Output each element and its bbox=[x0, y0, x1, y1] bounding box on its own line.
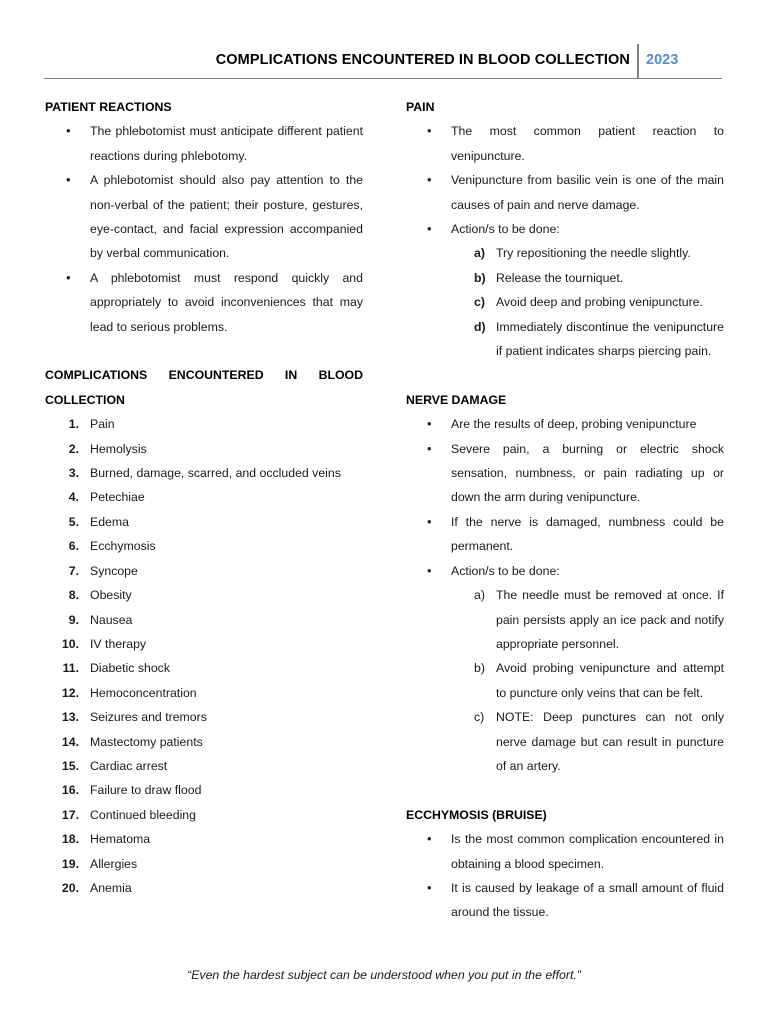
list-item: • It is caused by leakage of a small amount of fluid around the tissue. bbox=[406, 876, 724, 925]
section-title-patient-reactions: PATIENT REACTIONS bbox=[45, 100, 172, 114]
bullet-icon: • bbox=[66, 172, 71, 188]
item-text: Ecchymosis bbox=[90, 539, 156, 554]
complication-item bbox=[45, 559, 363, 583]
complication-item bbox=[45, 412, 363, 436]
item-number: 13. bbox=[61, 710, 79, 725]
ecchymosis-list bbox=[406, 827, 724, 925]
bullet-icon: • bbox=[427, 440, 432, 456]
item-number: 18. bbox=[61, 832, 79, 847]
sub-list-item: b) Avoid probing venipuncture and attempt to puncture only veins that can be felt. bbox=[474, 661, 724, 700]
complication-item bbox=[45, 803, 363, 827]
item-text: Seizures and tremors bbox=[90, 710, 207, 725]
list-item: • Action/s to be done: bbox=[406, 559, 724, 583]
list-item: • A phlebotomist should also pay attention to the non-verbal of the patient; their posture, gestures, eye-contact, and facial expression accompanied by verbal communication. bbox=[45, 168, 363, 266]
bullet-icon: • bbox=[427, 513, 432, 529]
complication-item bbox=[45, 778, 363, 802]
list-item: • The most common patient reaction to venipuncture. bbox=[406, 119, 724, 168]
item-text: Cardiac arrest bbox=[90, 758, 168, 773]
complication-item bbox=[45, 534, 363, 558]
list-item: • A phlebotomist must respond quickly and appropriately to avoid inconveniences that may lead to serious problems. bbox=[45, 266, 363, 339]
sub-list-item: a) The needle must be removed at once. If pain persists apply an ice pack and notify appropriate personnel. bbox=[474, 588, 724, 651]
bullet-icon: • bbox=[427, 172, 432, 188]
list-item: • Venipuncture from basilic vein is one of the main causes of pain and nerve damage. bbox=[406, 168, 724, 217]
item-number: 9. bbox=[68, 612, 79, 627]
header-divider bbox=[637, 44, 639, 78]
bullet-icon: • bbox=[427, 879, 432, 895]
bullet-icon: • bbox=[427, 562, 432, 578]
sub-list-item: d) Immediately discontinue the venipuncture if patient indicates sharps piercing pain. bbox=[474, 319, 724, 359]
complication-item bbox=[45, 632, 363, 656]
sub-list-item: a) Try repositioning the needle slightly. bbox=[474, 246, 691, 261]
item-text: Hemolysis bbox=[90, 441, 147, 456]
item-number: 12. bbox=[61, 685, 79, 700]
item-number: 16. bbox=[61, 783, 79, 798]
item-text: IV therapy bbox=[90, 636, 147, 651]
nerve-damage-list bbox=[406, 412, 724, 583]
bullet-icon: • bbox=[427, 123, 432, 139]
item-text: Pain bbox=[90, 417, 115, 432]
sub-list-item: b) Release the tourniquet. bbox=[474, 270, 624, 285]
item-text: Allergies bbox=[90, 856, 138, 871]
item-number: 7. bbox=[68, 563, 79, 578]
item-text: Obesity bbox=[90, 588, 132, 603]
complication-item bbox=[45, 510, 363, 534]
header-year: 2023 bbox=[646, 52, 679, 68]
item-number: 14. bbox=[61, 734, 79, 749]
complication-item bbox=[45, 461, 363, 485]
section-title-complications-line2: COLLECTION bbox=[45, 392, 125, 407]
complication-item bbox=[45, 705, 363, 729]
complication-item bbox=[45, 876, 363, 900]
complication-item bbox=[45, 608, 363, 632]
pain-list bbox=[406, 119, 724, 241]
item-text: Hematoma bbox=[90, 832, 151, 847]
sub-list-item: c) NOTE: Deep punctures can not only nerve damage but can result in puncture of an artery. bbox=[474, 710, 724, 773]
left-column bbox=[45, 95, 363, 900]
item-text: Edema bbox=[90, 514, 129, 529]
footer-quote: “Even the hardest subject can be understood when you put in the effort.” bbox=[187, 968, 581, 982]
complication-item bbox=[45, 485, 363, 509]
section-title-nerve-damage: NERVE DAMAGE bbox=[406, 392, 507, 407]
item-text: Hemoconcentration bbox=[90, 685, 197, 700]
list-item: • Severe pain, a burning or electric shock sensation, numbness, or pain radiating up or down the arm during venipuncture. bbox=[406, 437, 724, 510]
nerve-damage-actions-list bbox=[406, 583, 724, 778]
sub-list-item: c) Avoid deep and probing venipuncture. bbox=[474, 295, 703, 310]
complication-item bbox=[45, 754, 363, 778]
bullet-icon: • bbox=[427, 416, 432, 432]
list-item: • If the nerve is damaged, numbness could be permanent. bbox=[406, 510, 724, 559]
item-number: 5. bbox=[68, 514, 79, 529]
item-number: 19. bbox=[61, 856, 79, 871]
item-text: Syncope bbox=[90, 563, 138, 578]
item-number: 20. bbox=[61, 880, 79, 895]
section-title-ecchymosis: ECCHYMOSIS (BRUISE) bbox=[406, 807, 547, 822]
pain-actions-list bbox=[406, 241, 724, 363]
bullet-icon: • bbox=[427, 221, 432, 237]
item-number: 3. bbox=[68, 466, 79, 481]
complication-item bbox=[45, 730, 363, 754]
list-item: • The phlebotomist must anticipate different patient reactions during phlebotomy. bbox=[45, 119, 363, 168]
item-number: 6. bbox=[68, 539, 79, 554]
complication-item bbox=[45, 681, 363, 705]
item-text: Nausea bbox=[90, 612, 133, 627]
page-title: COMPLICATIONS ENCOUNTERED IN BLOOD COLLECTION bbox=[215, 52, 630, 68]
list-item: • Is the most common complication encountered in obtaining a blood specimen. bbox=[406, 827, 724, 876]
item-number: 15. bbox=[61, 758, 79, 773]
item-number: 10. bbox=[61, 636, 79, 651]
complication-item bbox=[45, 656, 363, 680]
complication-item bbox=[45, 583, 363, 607]
item-number: 2. bbox=[68, 441, 79, 456]
bullet-icon: • bbox=[427, 831, 432, 847]
complication-item bbox=[45, 437, 363, 461]
item-number: 4. bbox=[68, 490, 79, 505]
list-item: • Are the results of deep, probing venipuncture bbox=[406, 412, 724, 436]
patient-reactions-list bbox=[45, 119, 363, 339]
bullet-icon: • bbox=[66, 123, 71, 139]
item-number: 1. bbox=[68, 417, 79, 432]
item-number: 8. bbox=[68, 588, 79, 603]
complication-item bbox=[45, 852, 363, 876]
item-text: Failure to draw flood bbox=[90, 783, 202, 798]
item-text: Burned, damage, scarred, and occluded veins bbox=[90, 466, 341, 481]
item-number: 11. bbox=[62, 661, 79, 676]
complication-item bbox=[45, 827, 363, 851]
bullet-icon: • bbox=[66, 269, 71, 285]
section-title-pain: PAIN bbox=[406, 100, 435, 114]
right-column bbox=[406, 95, 724, 925]
complications-list bbox=[45, 412, 363, 900]
item-text: Mastectomy patients bbox=[90, 734, 203, 749]
item-number: 17. bbox=[61, 807, 79, 822]
section-title-complications: COMPLICATIONS ENCOUNTERED IN BLOOD bbox=[45, 368, 363, 383]
item-text: Diabetic shock bbox=[90, 661, 170, 676]
item-text: Petechiae bbox=[90, 490, 145, 505]
item-text: Anemia bbox=[90, 880, 132, 895]
list-item: • Action/s to be done: bbox=[406, 217, 724, 241]
page-header bbox=[44, 44, 722, 79]
item-text: Continued bleeding bbox=[90, 807, 196, 822]
